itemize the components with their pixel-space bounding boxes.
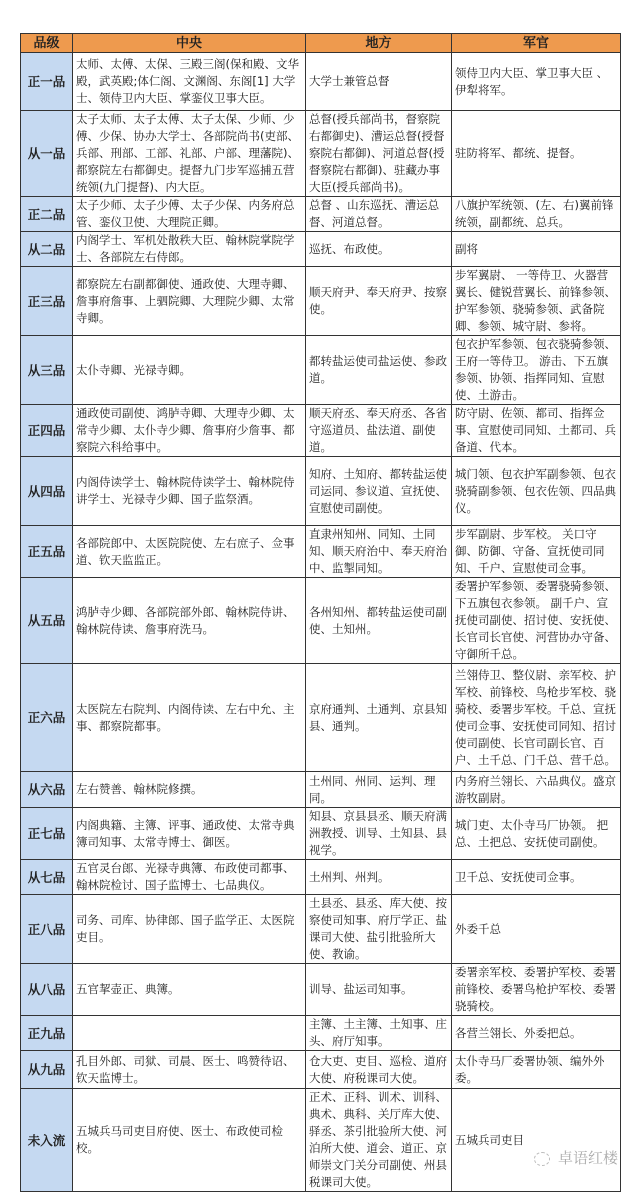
table-row <box>21 457 621 526</box>
table-row <box>21 1051 621 1089</box>
grade-cell: 正一品 <box>21 53 73 111</box>
military-cell: 副将 <box>452 232 621 267</box>
central-cell: 五官灵台郎、光禄寺典簿、布政使司都事、翰林院检讨、国子监博士、七品典仪。 <box>73 860 306 895</box>
military-cell: 防守尉、佐领、都司、指挥佥事、宣慰使司同知、土都司、兵备道、代本。 <box>452 405 621 457</box>
central-cell: 五城兵马司吏目府使、医士、布政使司检校。 <box>73 1089 306 1192</box>
grade-cell: 正六品 <box>21 664 73 772</box>
local-cell: 总督 、山东巡抚、漕运总督、河道总督。 <box>306 197 452 232</box>
grade-cell: 从三品 <box>21 336 73 405</box>
table-row <box>21 197 621 232</box>
local-cell: 知县、京县县丞、顺天府满洲教授、训导、土知县、县视学。 <box>306 808 452 860</box>
header-grade: 品级 <box>21 34 73 53</box>
table-row <box>21 808 621 860</box>
central-cell: 左右赞善、翰林院修撰。 <box>73 772 306 808</box>
local-cell: 都转盐运使司盐运使、参政道。 <box>306 336 452 405</box>
table-row <box>21 895 621 964</box>
local-cell: 知府、土知府、都转盐运使司运同、参议道、宣抚使、宣慰使司副使。 <box>306 457 452 526</box>
central-cell: 内阁典籍、主簿、评事、通政使、太常寺典簿司知事、太常寺博士、御医。 <box>73 808 306 860</box>
military-cell: 城门领、包衣护军副参领、包衣骁骑副参领、包衣佐领、四品典仪。 <box>452 457 621 526</box>
military-cell: 驻防将军、都统、提督。 <box>452 111 621 197</box>
military-cell: 兰翎侍卫、整仪尉、亲军校、护军校、前锋校、鸟枪步军校、骁骑校、委署步军校。千总、宣抚使司佥事、安抚使司同知、招讨使司副使、长官司副长官、百户、土千总、门千总、营千总。 <box>452 664 621 772</box>
central-cell: 太子少师、太子少傅、太子少保、内务府总管、銮仪卫使、大理院正卿。 <box>73 197 306 232</box>
table-row <box>21 53 621 111</box>
table-row <box>21 111 621 197</box>
grade-cell: 正七品 <box>21 808 73 860</box>
header-military: 军官 <box>452 34 621 53</box>
grade-cell: 从四品 <box>21 457 73 526</box>
local-cell: 总督(授兵部尚书，督察院右都御史)、漕运总督(授督察院右都御)、河道总督(授督察院右都御)、驻藏办事大臣(授兵部尚书)。 <box>306 111 452 197</box>
header-central: 中央 <box>73 34 306 53</box>
table-row <box>21 964 621 1016</box>
grade-cell: 从二品 <box>21 232 73 267</box>
local-cell: 顺天府尹、奉天府尹、按察使。 <box>306 267 452 336</box>
central-cell: 太师、太傅、太保、三殿三阁(保和殿、文华殿，武英殿;体仁阁、文渊阁、东阁[1] 大学士、领侍卫内大臣、掌銮仪卫事大臣。 <box>73 53 306 111</box>
military-cell: 包衣护军参领、包衣骁骑参领、王府一等侍卫。 游击、下五旗参领、协领、指挥同知、宣慰使、土游击。 <box>452 336 621 405</box>
military-cell: 领侍卫内大臣、掌卫事大臣 、伊犁将军。 <box>452 53 621 111</box>
header-row <box>21 34 621 53</box>
table-row <box>21 232 621 267</box>
table-row <box>21 664 621 772</box>
central-cell: 都察院左右副都御使、通政使、大理寺卿、詹事府詹事、上驷院卿、大理院少卿、太常寺卿。 <box>73 267 306 336</box>
military-cell: 太仆寺马厂委署协领、编外外委。 <box>452 1051 621 1089</box>
table-row <box>21 860 621 895</box>
central-cell <box>73 1016 306 1051</box>
grade-cell: 未入流 <box>21 1089 73 1192</box>
header-local: 地方 <box>306 34 452 53</box>
central-cell: 司务、司库、协律郎、国子监学正、太医院吏目。 <box>73 895 306 964</box>
central-cell: 各部院郎中、太医院院使、左右庶子、佥事道、钦天监监正。 <box>73 526 306 578</box>
military-cell: 步军翼尉、 一等侍卫、火器营翼长、健锐营翼长、前锋参领、护军参领、骁骑参领、武备院卿、参领、城守尉、参将。 <box>452 267 621 336</box>
table-row <box>21 578 621 664</box>
grade-cell: 从七品 <box>21 860 73 895</box>
grade-cell: 正五品 <box>21 526 73 578</box>
grade-cell: 从八品 <box>21 964 73 1016</box>
table-row <box>21 1089 621 1192</box>
local-cell: 各州知州、都转盐运使司副使、土知州。 <box>306 578 452 664</box>
grade-cell: 正八品 <box>21 895 73 964</box>
local-cell: 顺天府丞、奉天府丞、各省守巡道员、盐法道、副使道。 <box>306 405 452 457</box>
central-cell: 孔目外郎、司狱、司晨、医士、鸣赞待诏、钦天监博士。 <box>73 1051 306 1089</box>
grade-cell: 正四品 <box>21 405 73 457</box>
central-cell: 太医院左右院判、内阁侍读、左右中允、主事、都察院都事。 <box>73 664 306 772</box>
central-cell: 太仆寺卿、光禄寺卿。 <box>73 336 306 405</box>
table-row <box>21 526 621 578</box>
local-cell: 巡抚、布政使。 <box>306 232 452 267</box>
military-cell: 卫千总、安抚使司佥事。 <box>452 860 621 895</box>
local-cell: 土县丞、县丞、库大使、按察使司知事、府厅学正、盐课司大使、盐引批验所大使、教谕。 <box>306 895 452 964</box>
grade-cell: 正二品 <box>21 197 73 232</box>
table-row <box>21 772 621 808</box>
local-cell: 仓大吏、吏目、巡检、道府大使、府税课司大使。 <box>306 1051 452 1089</box>
table-row <box>21 336 621 405</box>
official-ranks-table <box>20 33 621 1192</box>
grade-cell: 从五品 <box>21 578 73 664</box>
central-cell: 内阁学士、军机处散秩大臣、翰林院掌院学士、各部院左右侍郎。 <box>73 232 306 267</box>
military-cell: 城门吏、太仆寺马厂协领。 把总、土把总、安抚使司副使。 <box>452 808 621 860</box>
local-cell: 京府通判、土通判、京县知县、通判。 <box>306 664 452 772</box>
grade-cell: 从六品 <box>21 772 73 808</box>
table-row <box>21 267 621 336</box>
local-cell: 土州同、州同、运判、理同。 <box>306 772 452 808</box>
grade-cell: 正九品 <box>21 1016 73 1051</box>
grade-cell: 从一品 <box>21 111 73 197</box>
table-row <box>21 405 621 457</box>
watermark <box>534 1147 618 1168</box>
central-cell: 内阁侍读学士、翰林院侍读学士、翰林院侍讲学士、光禄寺少卿、国子监祭酒。 <box>73 457 306 526</box>
military-cell: 外委千总 <box>452 895 621 964</box>
local-cell: 大学士兼管总督 <box>306 53 452 111</box>
grade-cell: 正三品 <box>21 267 73 336</box>
military-cell: 各营兰翎长、外委把总。 <box>452 1016 621 1051</box>
local-cell: 直隶州知州、同知、土同知、顺天府治中、奉天府治中、监掣同知。 <box>306 526 452 578</box>
central-cell: 太子太师、太子太傅、太子太保、少师、少傅、少保、协办大学士、各部院尚书(吏部、兵部、刑部、工部、礼部、户部、理藩院)、都察院左右都御史。提督九门步军巡捕五营统领(九门提督)、内大臣。 <box>73 111 306 197</box>
watermark-text: 卓语红楼 <box>557 1149 618 1167</box>
military-cell: 委署护军参领、委署骁骑参领、下五旗包衣参领。 副千户、宣抚使司副使、招讨使、安抚使、长官司长官使、河营协办守备、守御所千总。 <box>452 578 621 664</box>
local-cell: 正术、正科、训术、训科、典术、典科、关厅库大使、驿丞、茶引批验所大使、河泊所大使、道会、道正、京师崇文门关分司副使、州县税课司大使。 <box>306 1089 452 1192</box>
military-cell: 五城兵司吏目 <box>452 1089 621 1192</box>
local-cell: 训导、盐运司知事。 <box>306 964 452 1016</box>
military-cell: 八旗护军统领、(左、右)翼前锋统领，副都统、总兵。 <box>452 197 621 232</box>
central-cell: 五官挈壶正、典簿。 <box>73 964 306 1016</box>
wechat-icon <box>534 1152 550 1166</box>
military-cell: 委署亲军校、委署护军校、委署前锋校、委署鸟枪护军校、委署骁骑校。 <box>452 964 621 1016</box>
local-cell: 主簿、土主簿、土知事、庄头、府厅知事。 <box>306 1016 452 1051</box>
table-row <box>21 1016 621 1051</box>
central-cell: 鸿胪寺少卿、各部院部外郎、翰林院侍讲、翰林院侍读、詹事府洗马。 <box>73 578 306 664</box>
grade-cell: 从九品 <box>21 1051 73 1089</box>
military-cell: 内务府兰翎长、六品典仪。盛京游牧副尉。 <box>452 772 621 808</box>
central-cell: 通政使司副使、鸿胪寺卿、大理寺少卿、太常寺少卿、太仆寺少卿、詹事府少詹事、都察院六科给事中。 <box>73 405 306 457</box>
military-cell: 步军副尉、步军校。 关口守御、防御、守备、宣抚使司同知、千户、宣慰使司佥事。 <box>452 526 621 578</box>
local-cell: 土州判、州判。 <box>306 860 452 895</box>
